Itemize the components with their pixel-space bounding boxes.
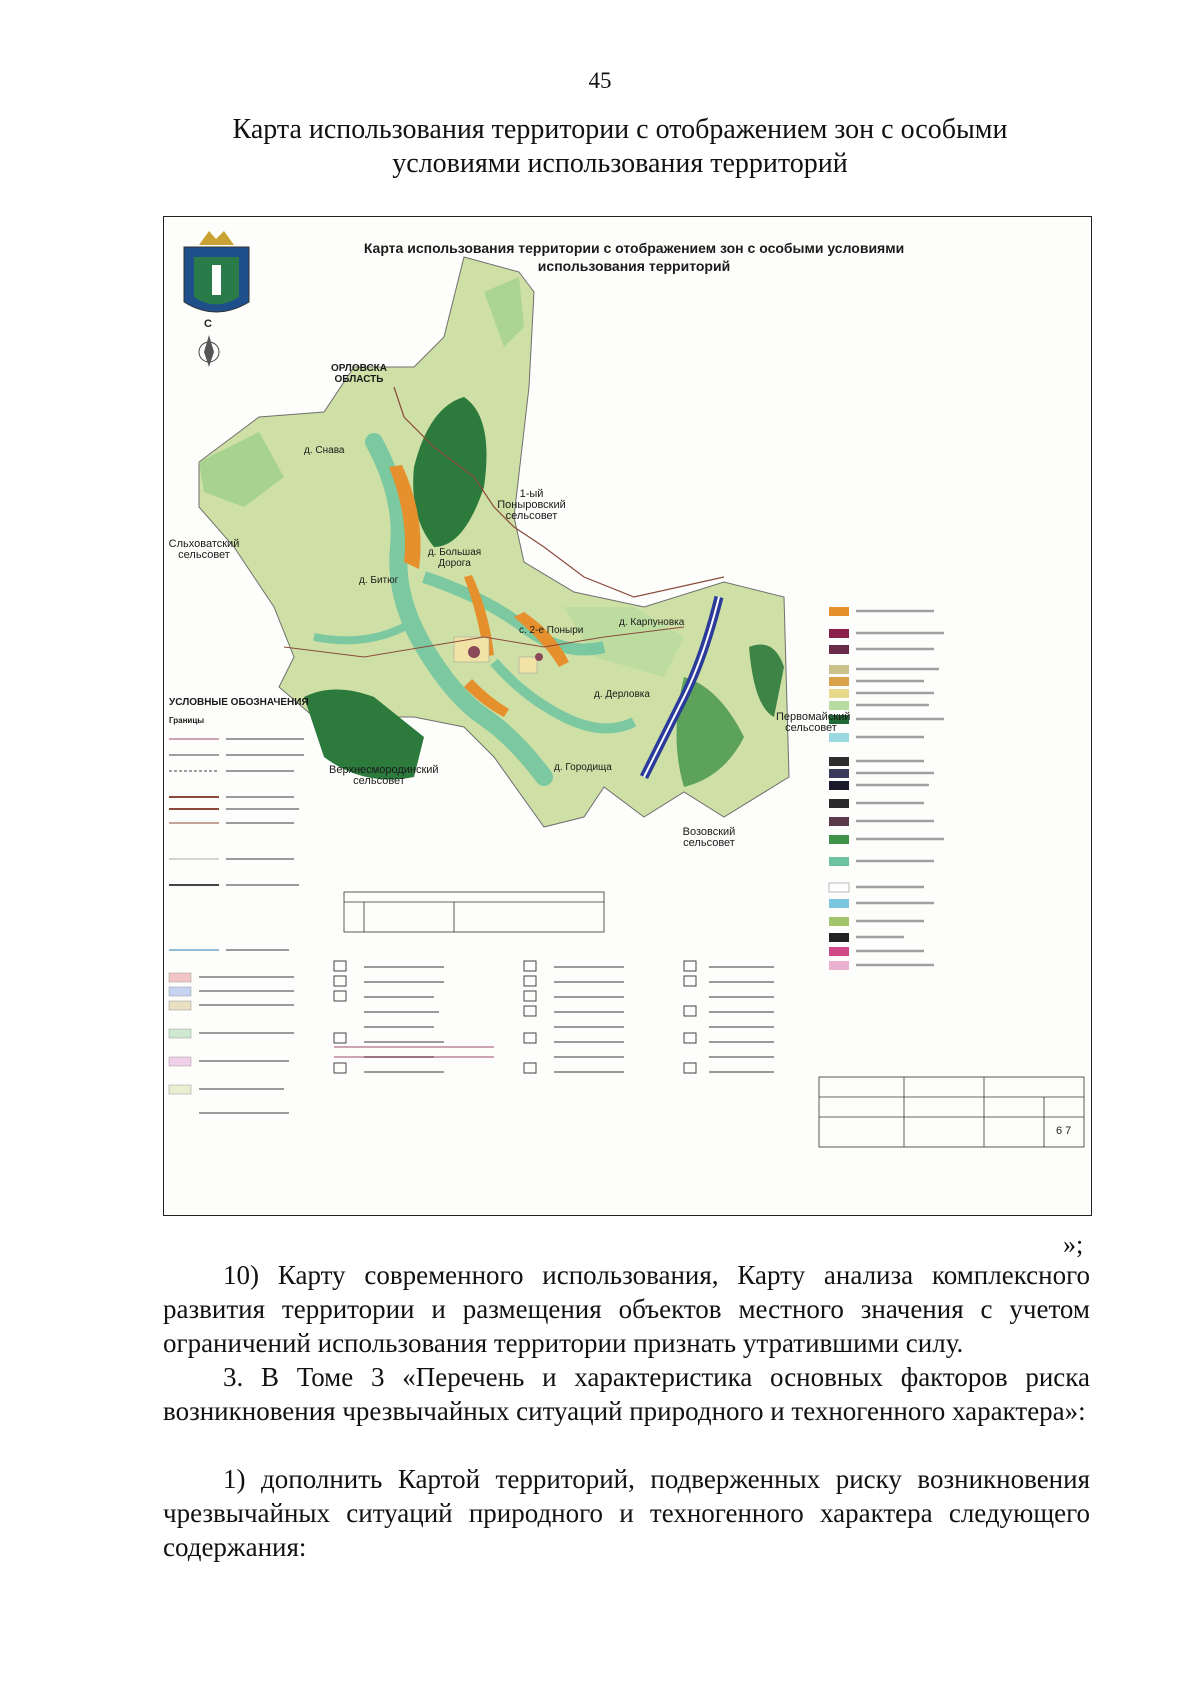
north-arrow-icon (199, 335, 219, 367)
label-ponyri2: с. 2-е Поныри (519, 625, 584, 636)
label-bolshaya-doroga: д. Большая Дорога (427, 547, 482, 569)
map-title: Карта использования территории с отображением зон с особыми условиями использования территорий (363, 240, 905, 274)
title-block-sheet: 6 7 (1056, 1125, 1072, 1137)
paragraph-10: 10) Карту современного использования, Карту анализа комплексного развития территории и размещения объектов местного значения с учетом ограничений использования территории признать утратившими силу. (163, 1260, 1090, 1358)
label-ponyri1: 1-ый Поныровский сельсовет (497, 488, 566, 522)
label-oryol-region: ОРЛОВСКА ОБЛАСТЬ (330, 363, 387, 385)
label-slkhovat: Сльховатский сельсовет (168, 538, 240, 561)
legend-title: УСЛОВНЫЕ ОБОЗНАЧЕНИЯ (169, 697, 309, 708)
north-label: С (204, 318, 212, 330)
paragraph-3: 3. В Томе 3 «Перечень и характеристика основных факторов риска возникновения чрезвычайных ситуаций природного и техногенного характера»: (163, 1362, 1090, 1426)
label-karpunovka: д. Карпуновка (619, 617, 685, 628)
label-bityug: д. Битюг (359, 575, 399, 586)
label-vozovsk: Возовский сельсовет (682, 826, 736, 849)
label-goroditsa: д. Городища (554, 762, 612, 773)
closing-quote: »; (1063, 1230, 1084, 1259)
paragraph-3-1: 1) дополнить Картой территорий, подверженных риску возникновения чрезвычайных ситуаций природного и техногенного характера следующего содержания: (163, 1464, 1090, 1562)
label-verkhnesmorodinsk: Верхнесмородинский сельсовет (329, 764, 439, 787)
map-image (163, 216, 1092, 1216)
label-derlovka: д. Дерловка (594, 689, 650, 700)
document-title: Карта использования территории с отображением зон с особыми условиями использования территорий (232, 114, 1008, 179)
page-number: 45 (588, 68, 612, 93)
heritage-table (344, 892, 604, 932)
coat-of-arms-icon (184, 231, 249, 312)
legend-boundaries-heading: Границы (169, 716, 205, 725)
legend-right-swatches (829, 607, 849, 970)
map-drawing (164, 217, 1091, 1215)
label-pervomaysk: Первомайский сельсовет (776, 711, 851, 734)
drawing-title-block (819, 1077, 1084, 1147)
label-snava: д. Снава (304, 445, 345, 456)
